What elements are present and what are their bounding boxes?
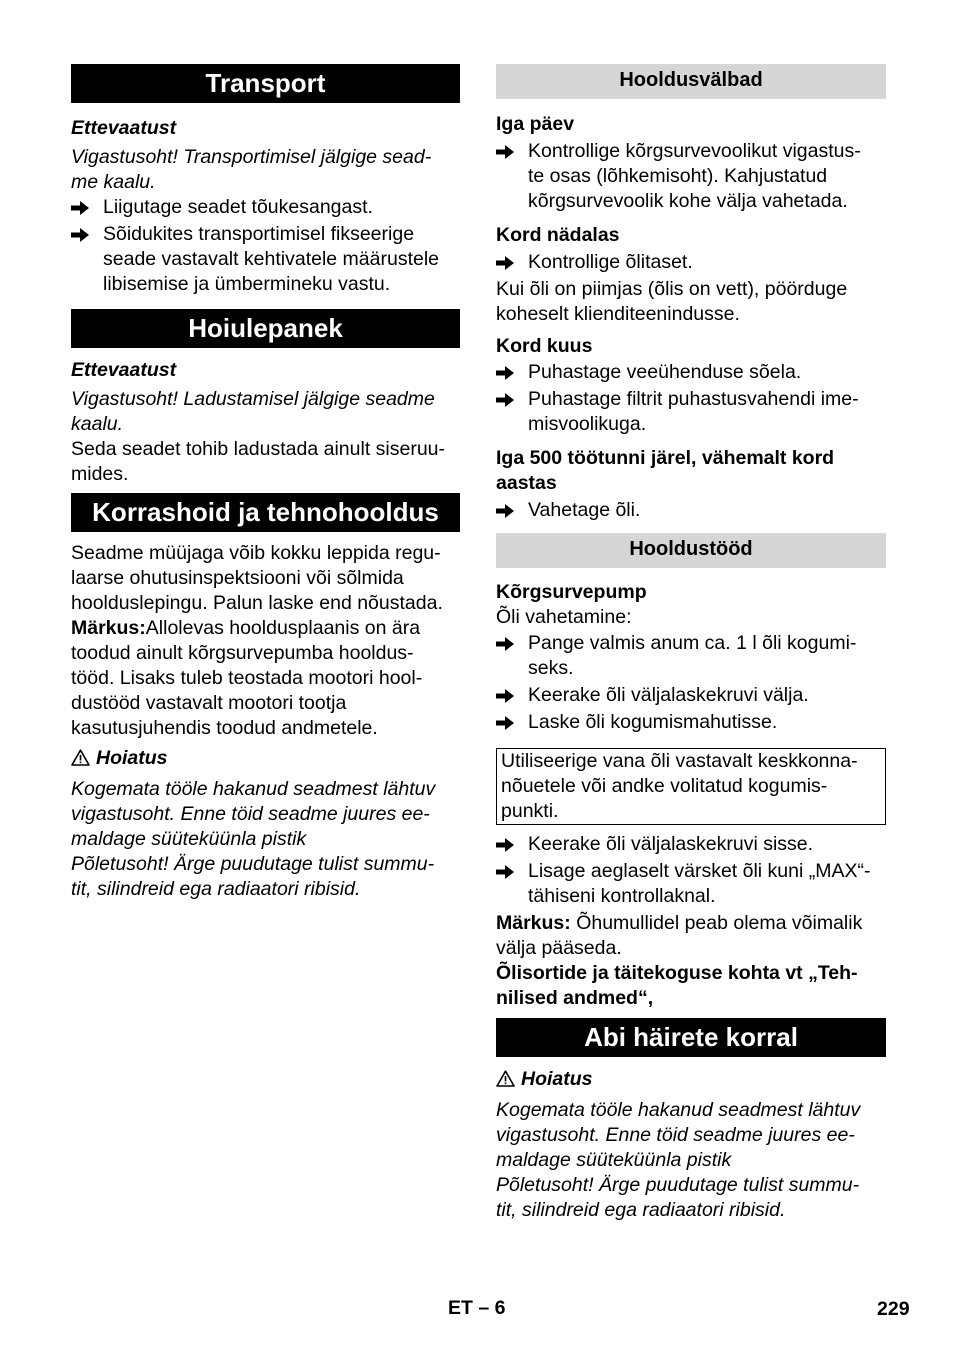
warning-triangle-icon [496, 1069, 515, 1094]
maintenance-body: Seadme müüjaga võib kokku leppida regu- laarse ohutusinspektsiooni või sõlmida hoolduslepingu. Palun laske end nõustada. [71, 542, 443, 614]
list-item: Keerake õli väljalaskekruvi välja. [496, 683, 886, 708]
list-item: Puhastage filtrit puhastusvahendi ime- misvoolikuga. [496, 387, 886, 437]
heading-works: Hooldustööd [496, 533, 886, 568]
heading-intervals: Hooldusvälbad [496, 64, 886, 99]
arrow-right-icon [496, 832, 518, 853]
left-column [71, 64, 460, 902]
warning-label: Hoiatus [71, 746, 460, 773]
pump-label: Kõrgsurvepump [496, 581, 647, 603]
arrow-right-icon [71, 222, 93, 243]
works-note: Märkus: Õhumullidel peab olema võimalik välja pääseda. [496, 912, 863, 959]
caution-text: Vigastusoht! Transportimisel jälgige sead- me kaalu. [71, 146, 432, 193]
caution-label: Ettevaatust [71, 359, 177, 381]
arrow-right-icon [496, 498, 518, 519]
heading-transport: Transport [71, 64, 460, 103]
warning-label: Hoiatus [496, 1067, 886, 1094]
interval-daily-label: Iga päev [496, 113, 575, 135]
heading-storage: Hoiulepanek [71, 309, 460, 348]
arrow-right-icon [496, 631, 518, 652]
arrow-right-icon [496, 683, 518, 704]
arrow-right-icon [496, 360, 518, 381]
right-column [496, 64, 886, 1223]
maintenance-note: Märkus:Allolevas hooldusplaanis on ära toodud ainult kõrgsurvepumba hooldus- tööd. Lisaks tuleb teostada mootori hool- dustööd vastavalt mootori tootja kasutusjuhendis toodud andmetele. [71, 617, 423, 739]
heading-troubleshooting: Abi häirete korral [496, 1018, 886, 1057]
list-item: Laske õli kogumismahutisse. [496, 710, 886, 735]
list-item: Liigutage seadet tõukesangast. [71, 195, 460, 220]
list-item: Puhastage veeühenduse sõela. [496, 360, 886, 385]
interval-500h-label: Iga 500 töötunni järel, vähemalt kord aastas [496, 447, 835, 494]
arrow-right-icon [496, 250, 518, 271]
list-item: Lisage aeglaselt värsket õli kuni „MAX“- tähiseni kontrollaknal. [496, 859, 886, 909]
page-number: 229 [877, 1298, 910, 1320]
list-item: Kontrollige õlitaset. [496, 250, 886, 275]
interval-weekly-label: Kord nädalas [496, 224, 620, 246]
warning-text: Kogemata tööle hakanud seadmest lähtuv vigastusoht. Enne töid seadme juures ee- maldage süüteküünla pistik Põletusoht! Ärge puudutage tulist summu- tit, silindreid ega radiaatori ribisid. [71, 778, 436, 900]
warning-text: Kogemata tööle hakanud seadmest lähtuv vigastusoht. Enne töid seadme juures ee- maldage süüteküünla pistik Põletusoht! Ärge puudutage tulist summu- tit, silindreid ega radiaatori ribisid. [496, 1099, 861, 1221]
disposal-note-box: Utiliseerige vana õli vastavalt keskkonna- nõuetele või andke volitatud kogumis- punkti. [496, 748, 886, 825]
note-label: Märkus: [71, 617, 146, 639]
list-item: Sõidukites transportimisel fikseerige seade vastavalt kehtivatele määrustele libisemise ja ümbermineku vastu. [71, 222, 460, 297]
list-item: Keerake õli väljalaskekruvi sisse. [496, 832, 886, 857]
caution-label: Ettevaatust [71, 117, 177, 139]
arrow-right-icon [496, 387, 518, 408]
list-item: Pange valmis anum ca. 1 l õli kogumi- seks. [496, 631, 886, 681]
caution-text: Vigastusoht! Ladustamisel jälgige seadme kaalu. [71, 388, 435, 435]
arrow-right-icon [496, 139, 518, 160]
arrow-right-icon [496, 859, 518, 880]
oil-spec-reference: Õlisortide ja täitekoguse kohta vt „Teh- nilised andmed“, [496, 962, 858, 1009]
warning-triangle-icon [71, 748, 90, 773]
arrow-right-icon [71, 195, 93, 216]
list-item: Kontrollige kõrgsurvevoolikut vigastus- te osas (lõhkemisoht). Kahjustatud kõrgsurvevoolik kohe välja vahetada. [496, 139, 886, 214]
storage-body: Seda seadet tohib ladustada ainult siseruu- mides. [71, 438, 446, 485]
heading-maintenance: Korrashoid ja tehnohooldus [71, 493, 460, 532]
weekly-text: Kui õli on piimjas (õlis on vett), pöörduge koheselt klienditeenindusse. [496, 278, 848, 325]
list-item: Vahetage õli. [496, 498, 886, 523]
note-label: Märkus: [496, 912, 571, 934]
footer-language-page: ET – 6 [448, 1297, 506, 1319]
interval-monthly-label: Kord kuus [496, 335, 593, 357]
oil-change-label: Õli vahetamine: [496, 606, 632, 628]
arrow-right-icon [496, 710, 518, 731]
